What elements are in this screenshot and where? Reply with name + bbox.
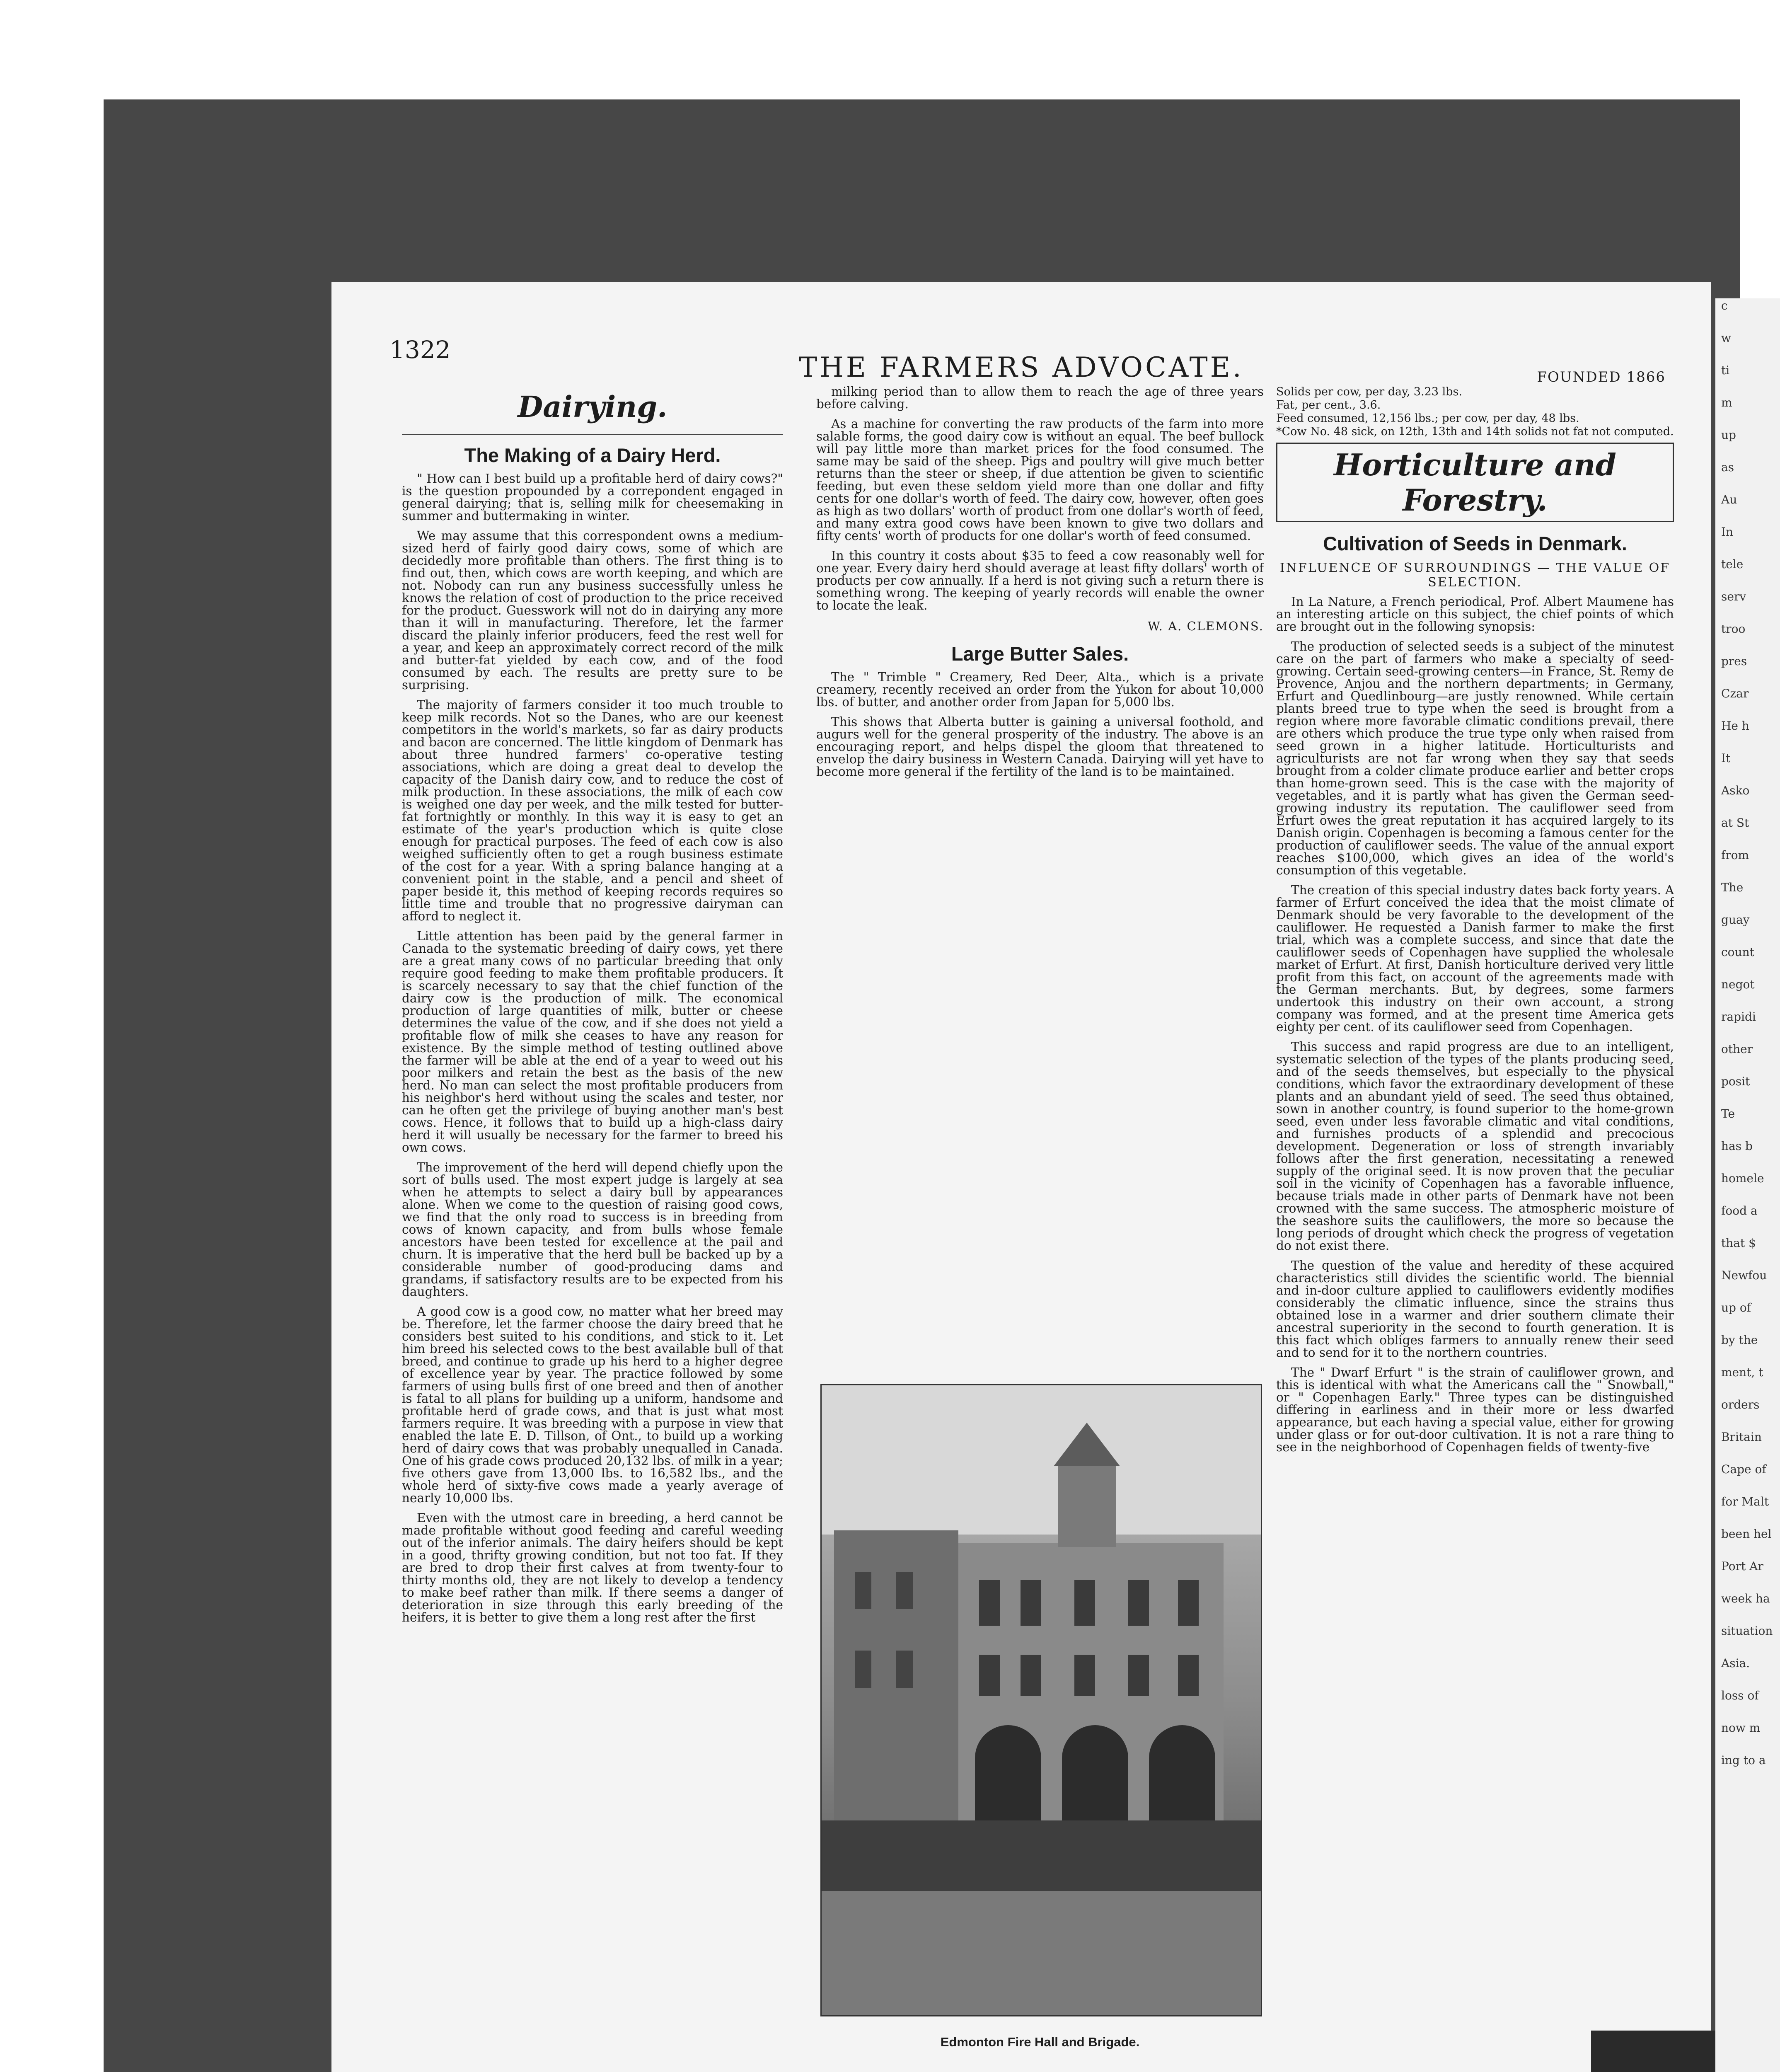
article-paragraph: A good cow is a good cow, no matter what her breed may be. Therefore, let the farmer choose the dairy breed that he considers best suited to his conditions, and stick to it. Let him breed his selected cows to the best available bull of that breed, and continue to grade up his herd to a higher degree of excellence year by year. The practice followed by some farmers of using bulls first of one breed and then of another is fatal to all plans for building up a uniform, handsome and profitable herd of grade cows, and that is just what most farmers require. It was breeding with a purpose in view that enabled the late E. D. Tillson, of Ont., to build up a working herd of dairy cows that was probably unequalled in Canada. One of his grade cows produced 20,132 lbs. of milk in a year; five others gave from 13,000 lbs. to 16,582 lbs., and the whole herd of sixty-five cows made a yearly average of nearly 10,000 lbs. — [402, 1305, 783, 1505]
adjacent-page-fragment: The — [1721, 881, 1744, 894]
article-paragraph: The improvement of the herd will depend chiefly upon the sort of bulls used. The most expert judge is largely at sea when he attempts to select a dairy bull by appearances alone. When we come to the question of raising good cows, we find that the only road to success is in breeding from cows of known capacity, and from bulls whose female ancestors have been tested for excellence at the pail and churn. It is imperative that the herd bull be backed up by a considerable number of good-producing dams and grandams, if satisfactory results are to be expected from his daughters. — [402, 1160, 783, 1299]
butter-sales-title: Large Butter Sales. — [951, 643, 1129, 665]
adjacent-page-fragment: Te — [1721, 1107, 1735, 1121]
running-head — [331, 282, 1711, 385]
dairying-column — [402, 385, 783, 2072]
adjacent-page-fragment: Port Ar — [1721, 1559, 1763, 1573]
adjacent-page-fragment: Czar — [1721, 687, 1749, 700]
adjacent-page-fragment: It — [1721, 751, 1731, 765]
adjacent-page-fragment: He h — [1721, 719, 1749, 733]
adjacent-page-fragment: as — [1721, 460, 1734, 474]
founded-note: FOUNDED 1866 — [1537, 369, 1666, 385]
adjacent-page-fragment: Britain — [1721, 1430, 1762, 1444]
horticulture-column — [1276, 385, 1674, 2072]
adjacent-page-fragment: been hel — [1721, 1527, 1772, 1541]
article-title: Cultivation of Seeds in Denmark. — [1323, 533, 1627, 554]
article-paragraph: Little attention has been paid by the general farmer in Canada to the systematic breeding of dairy cows, yet there are a great many cows of no particular breeding that only require good feeding to make them profitable producers. It is scarcely necessary to say that the chief function of the dairy cow is the production of milk. The economical production of large quantities of milk, butter or cheese determines the value of the cow, and if she does not yield a profitable flow of milk she ceases to have any reason for existence. By the simple method of testing outlined above the farmer will be able at the end of a year to weed out his poor milkers and retain the best as the basis of the new herd. No man can select the most profitable producers from his neighbor's herd without using the scales and tester, nor can he often get the privilege of buying another man's best cows. Hence, it follows that to build up a high-class dairy herd it will usually be necessary for the farmer to breed his own cows. — [402, 929, 783, 1155]
carry-row: *Cow No. 48 sick, on 12th, 13th and 14th solids not fat not computed. — [1276, 425, 1674, 438]
masthead-title: THE FARMERS ADVOCATE. — [799, 351, 1244, 383]
article-subtitle: INFLUENCE OF SURROUNDINGS — THE VALUE OF SELECTION. — [1279, 561, 1671, 590]
adjacent-page-fragment: from — [1721, 848, 1749, 862]
adjacent-page-fragment: Au — [1721, 493, 1737, 506]
adjacent-page-fragment: posit — [1721, 1075, 1750, 1088]
adjacent-page-fragment: situation — [1721, 1624, 1773, 1638]
adjacent-page-fragment: serv — [1721, 590, 1746, 603]
article-paragraph: The " Dwarf Erfurt " is the strain of cauliflower grown, and this is identical with what the Americans call the " Snowball," or " Copenhagen Early." Three types can be distinguished differing in earliness and in their more or less dwarfed appearance, but each having a special value, either for growing under glass or for out-door cultivation. It is not a rare thing to see in the neighborhood of Copenhagen fields of twenty-five — [1276, 1365, 1674, 1454]
article-paragraph: milking period than to allow them to reach the age of three years before calving. — [816, 385, 1264, 411]
adjacent-page-fragment: guay — [1721, 913, 1750, 927]
adjacent-page-fragment: up — [1721, 428, 1736, 442]
adjacent-page-fragment: loss of — [1721, 1689, 1759, 1702]
adjacent-page-fragment: count — [1721, 945, 1754, 959]
adjacent-page-fragment: pres — [1721, 654, 1747, 668]
adjacent-page-fragment: now m — [1721, 1721, 1761, 1735]
article-paragraph: " How can I best build up a profitable herd of dairy cows?" is the question propounded by a correpondent engaged in general dairying; that is, selling milk for cheesemaking in summer and buttermaking in winter. — [402, 472, 783, 523]
adjacent-page-fragment: that $ — [1721, 1236, 1756, 1250]
carry-row: Feed consumed, 12,156 lbs.; per cow, per day, 48 lbs. — [1276, 412, 1579, 425]
adjacent-page-fragment: ti — [1721, 363, 1730, 377]
article-paragraph: The " Trimble " Creamery, Red Deer, Alta., which is a private creamery, recently received an order from the Yukon for about 10,000 lbs. of butter, and another order from Japan for 5,000 lbs. — [816, 670, 1264, 709]
adjacent-page-fragment: m — [1721, 396, 1732, 409]
newspaper-page — [331, 282, 1711, 2072]
adjacent-page-fragment: has b — [1721, 1139, 1753, 1153]
carry-row: Solids per cow, per day, 3.23 lbs. — [1276, 385, 1462, 398]
article-paragraph: As a machine for converting the raw products of the farm into more salable forms, the good dairy cow is without an equal. The beef bullock will pay little more than market prices for the food consumed. The same may be said of the sheep. Pigs and poultry will give much better returns than the steer or sheep, if due attention be given to scientific feeding, but even these seldom yield more than one dollar and fifty cents for one dollar's worth of feed. The dairy cow, however, often goes as high as two dollars' worth of product from one dollar's worth of feed, and many extra good cows have been known to give two dollars and fifty cents' worth of products for one dollar's worth of feed consumed. — [816, 417, 1264, 543]
article-paragraph: The creation of this special industry dates back forty years. A farmer of Erfurt conceived the idea that the moist climate of Denmark should be very favorable to the development of the cauliflower. He requested a Danish farmer to make the first trial, which was a complete success, and since that date the cauliflower seeds of Copenhagen have supplied the wholesale market of Erfurt. At first, Danish horticulture derived very little profit from this fact, on account of the agreements made with the German merchants. But, by degrees, some farmers undertook this industry on their own account, a strong company was formed, and at the present time America gets eighty per cent. of its cauliflower seed from Copenhagen. — [1276, 883, 1674, 1034]
middle-column-top — [816, 385, 1264, 1479]
adjacent-page-fragment: tele — [1721, 557, 1744, 571]
horticulture-department-title: Horticulture and Forestry. — [1276, 443, 1674, 522]
page-number: 1322 — [389, 336, 451, 364]
adjacent-page-fragment: ing to a — [1721, 1753, 1766, 1767]
photo-caption: Edmonton Fire Hall and Brigade. — [940, 2035, 1140, 2049]
article-paragraph: We may assume that this correspondent owns a medium-sized herd of fairly good dairy cows, some of which are decidedly more profitable than others. The first thing is to find out, then, which cows are worth keeping, and which are not. Nobody can run any business successfully unless he knows the relation of cost of production to the price received for the product. Guesswork will not do in dairying any more than it will in manufacturing. Therefore, let the farmer discard the plainly inferior producers, feed the rest well for a year, and keep an approximately correct record of the milk and butter-fat yielded by each cow, and of the food consumed by each. The results are pretty sure to be surprising. — [402, 529, 783, 692]
adjacent-page-fragment: Asko — [1721, 784, 1750, 797]
article-paragraph: This shows that Alberta butter is gaining a universal foothold, and augurs well for the general prosperity of the industry. The above is an encouraging report, and helps dispel the gloom that threatened to envelop the dairy business in Western Canada. Dairying will yet have to become more general if the fertility of the land is to be maintained. — [816, 715, 1264, 779]
adjacent-page-fragment: In — [1721, 525, 1734, 539]
adjacent-page-fragment: week ha — [1721, 1592, 1770, 1605]
article-paragraph: In this country it costs about $35 to feed a cow reasonably well for one year. Every dairy herd should average at least fifty dollars' worth of products per cow annually. If a herd is not giving such a return there is something wrong. The keeping of yearly records will enable the owner to locate the leak. — [816, 549, 1264, 612]
adjacent-page-fragment: w — [1721, 331, 1731, 345]
adjacent-page-fragment: rapidi — [1721, 1010, 1756, 1024]
adjacent-page-fragment: Asia. — [1721, 1656, 1750, 1670]
article-paragraph: This success and rapid progress are due to an intelligent, systematic selection of the types of the plants producing seed, and of the seeds themselves, but especially to the physical conditions, which favor the extraordinary development of these plants and an abundant yield of seed. The seed thus obtained, sown in another country, is found superior to the home-grown seed, even under less favorable climatic and vital conditions, and furnishes products of a splendid and precocious development. Degeneration or loss of strength invariably follows after the first generation, necessitating a renewed supply of the original seed. It is now proven that the peculiar soil in the vicinity of Copenhagen has a favorable influence, because trials made in other parts of Denmark have not been crowned with the same success. The atmospheric moisture of the seashore suits the cauliflowers, the more so because the long periods of drought which check the progress of vegetation do not exist there. — [1276, 1040, 1674, 1253]
divider — [402, 434, 783, 435]
fire-hall-photo — [820, 1384, 1262, 2016]
carry-row: Fat, per cent., 3.6. — [1276, 399, 1381, 411]
adjacent-page-fragment: Newfou — [1721, 1268, 1767, 1282]
article-paragraph: The question of the value and heredity of these acquired characteristics still divides the scientific world. The biennial and in-door culture applied to cauliflowers evidently modifies considerably the climatic influence, since the strains thus obtained lose in a warmer and drier southern climate their ancestral superiority in the second to fourth generation. It is this fact which obliges farmers to annually renew their seed and to send for it to the northern countries. — [1276, 1259, 1674, 1360]
article-paragraph: The majority of farmers consider it too much trouble to keep milk records. Not so the Danes, who are our keenest competitors in the world's markets, so far as dairy products and bacon are concerned. The little kingdom of Denmark has about three hundred farmers' co-operative testing associations, which are doing a great deal to develop the capacity of the Danish dairy cow, and to reduce the cost of milk production. In these associations, the milk of each cow is weighed one day per week, and the milk tested for butter-fat fortnightly or monthly. In this way it is easy to get an estimate of the year's production which is quite close enough for practical purposes. The feed of each cow is also weighed sufficiently often to get a rough business estimate of the cost for a year. With a spring balance hanging at a convenient point in the stable, and a pencil and sheet of paper beside it, this method of keeping records requires so little time and trouble that no progressive dairyman can afford to neglect it. — [402, 698, 783, 923]
adjacent-page-fragment: at St — [1721, 816, 1749, 830]
article-paragraph: In La Nature, a French periodical, Prof. Albert Maumene has an interesting article on this subject, the chief points of which are brought out in the following synopsis: — [1276, 595, 1674, 634]
adjacent-page-fragment: Cape of — [1721, 1462, 1766, 1476]
adjacent-page-fragment: food a — [1721, 1204, 1758, 1218]
adjacent-page-fragment: negot — [1721, 978, 1755, 991]
adjacent-page-strip — [1715, 298, 1780, 2072]
adjacent-page-fragment: troo — [1721, 622, 1746, 636]
adjacent-page-fragment: homele — [1721, 1172, 1764, 1185]
adjacent-page-fragment: by the — [1721, 1333, 1758, 1347]
adjacent-page-fragment: orders — [1721, 1398, 1760, 1411]
fire-hall-illustration — [822, 1385, 1261, 2015]
author-signature: W. A. CLEMONS. — [1147, 619, 1264, 633]
article-paragraph: The production of selected seeds is a subject of the minutest care on the part of farmers who make a specialty of seed-growing. Certain seed-growing centers—in France, St. Remy de Provence, Anjou and the northern departments; in Germany, Erfurt and Quedlinbourg—are justly renowned. While certain plants breed true to type when the seed is brought from a region where more favorable climatic conditions prevail, there are others which produce the true type only when raised from seed grown in a higher latitude. Horticulturists and agriculturists are not far wrong when they say that seeds brought from a colder climate produce earlier and better crops than home-grown seed. This is the case with the majority of vegetables, and it is partly what has given the German seed-growing industry its reputation. The cauliflower seed from Erfurt owes the great reputation it has acquired largely to its Danish origin. Copenhagen is becoming a famous center for the production of cauliflower seeds. The value of the annual export reaches $100,000, which gives an idea of the world's consumption of this vegetable. — [1276, 639, 1674, 877]
adjacent-page-fragment: c — [1721, 299, 1728, 312]
article-paragraph: Even with the utmost care in breeding, a herd cannot be made profitable without good feeding and careful weeding out of the inferior animals. The dairy heifers should be kept in a good, thrifty growing condition, but not too fat. If they are bred to drop their first calves at from twenty-four to thirty months old, they are not likely to develop a tendency to make beef rather than milk. If there seems a danger of deterioration in size through this early breeding of the heifers, it is better to give them a long rest after the first — [402, 1511, 783, 1624]
adjacent-page-fragment: other — [1721, 1042, 1753, 1056]
adjacent-page-fragment: ment, t — [1721, 1365, 1763, 1379]
adjacent-page-fragment: up of — [1721, 1301, 1751, 1314]
adjacent-page-fragment: for Malt — [1721, 1495, 1769, 1508]
binding-shadow — [1591, 2031, 1715, 2072]
article-title: The Making of a Dairy Herd. — [464, 444, 721, 466]
dairying-department-title: Dairying. — [518, 390, 668, 424]
